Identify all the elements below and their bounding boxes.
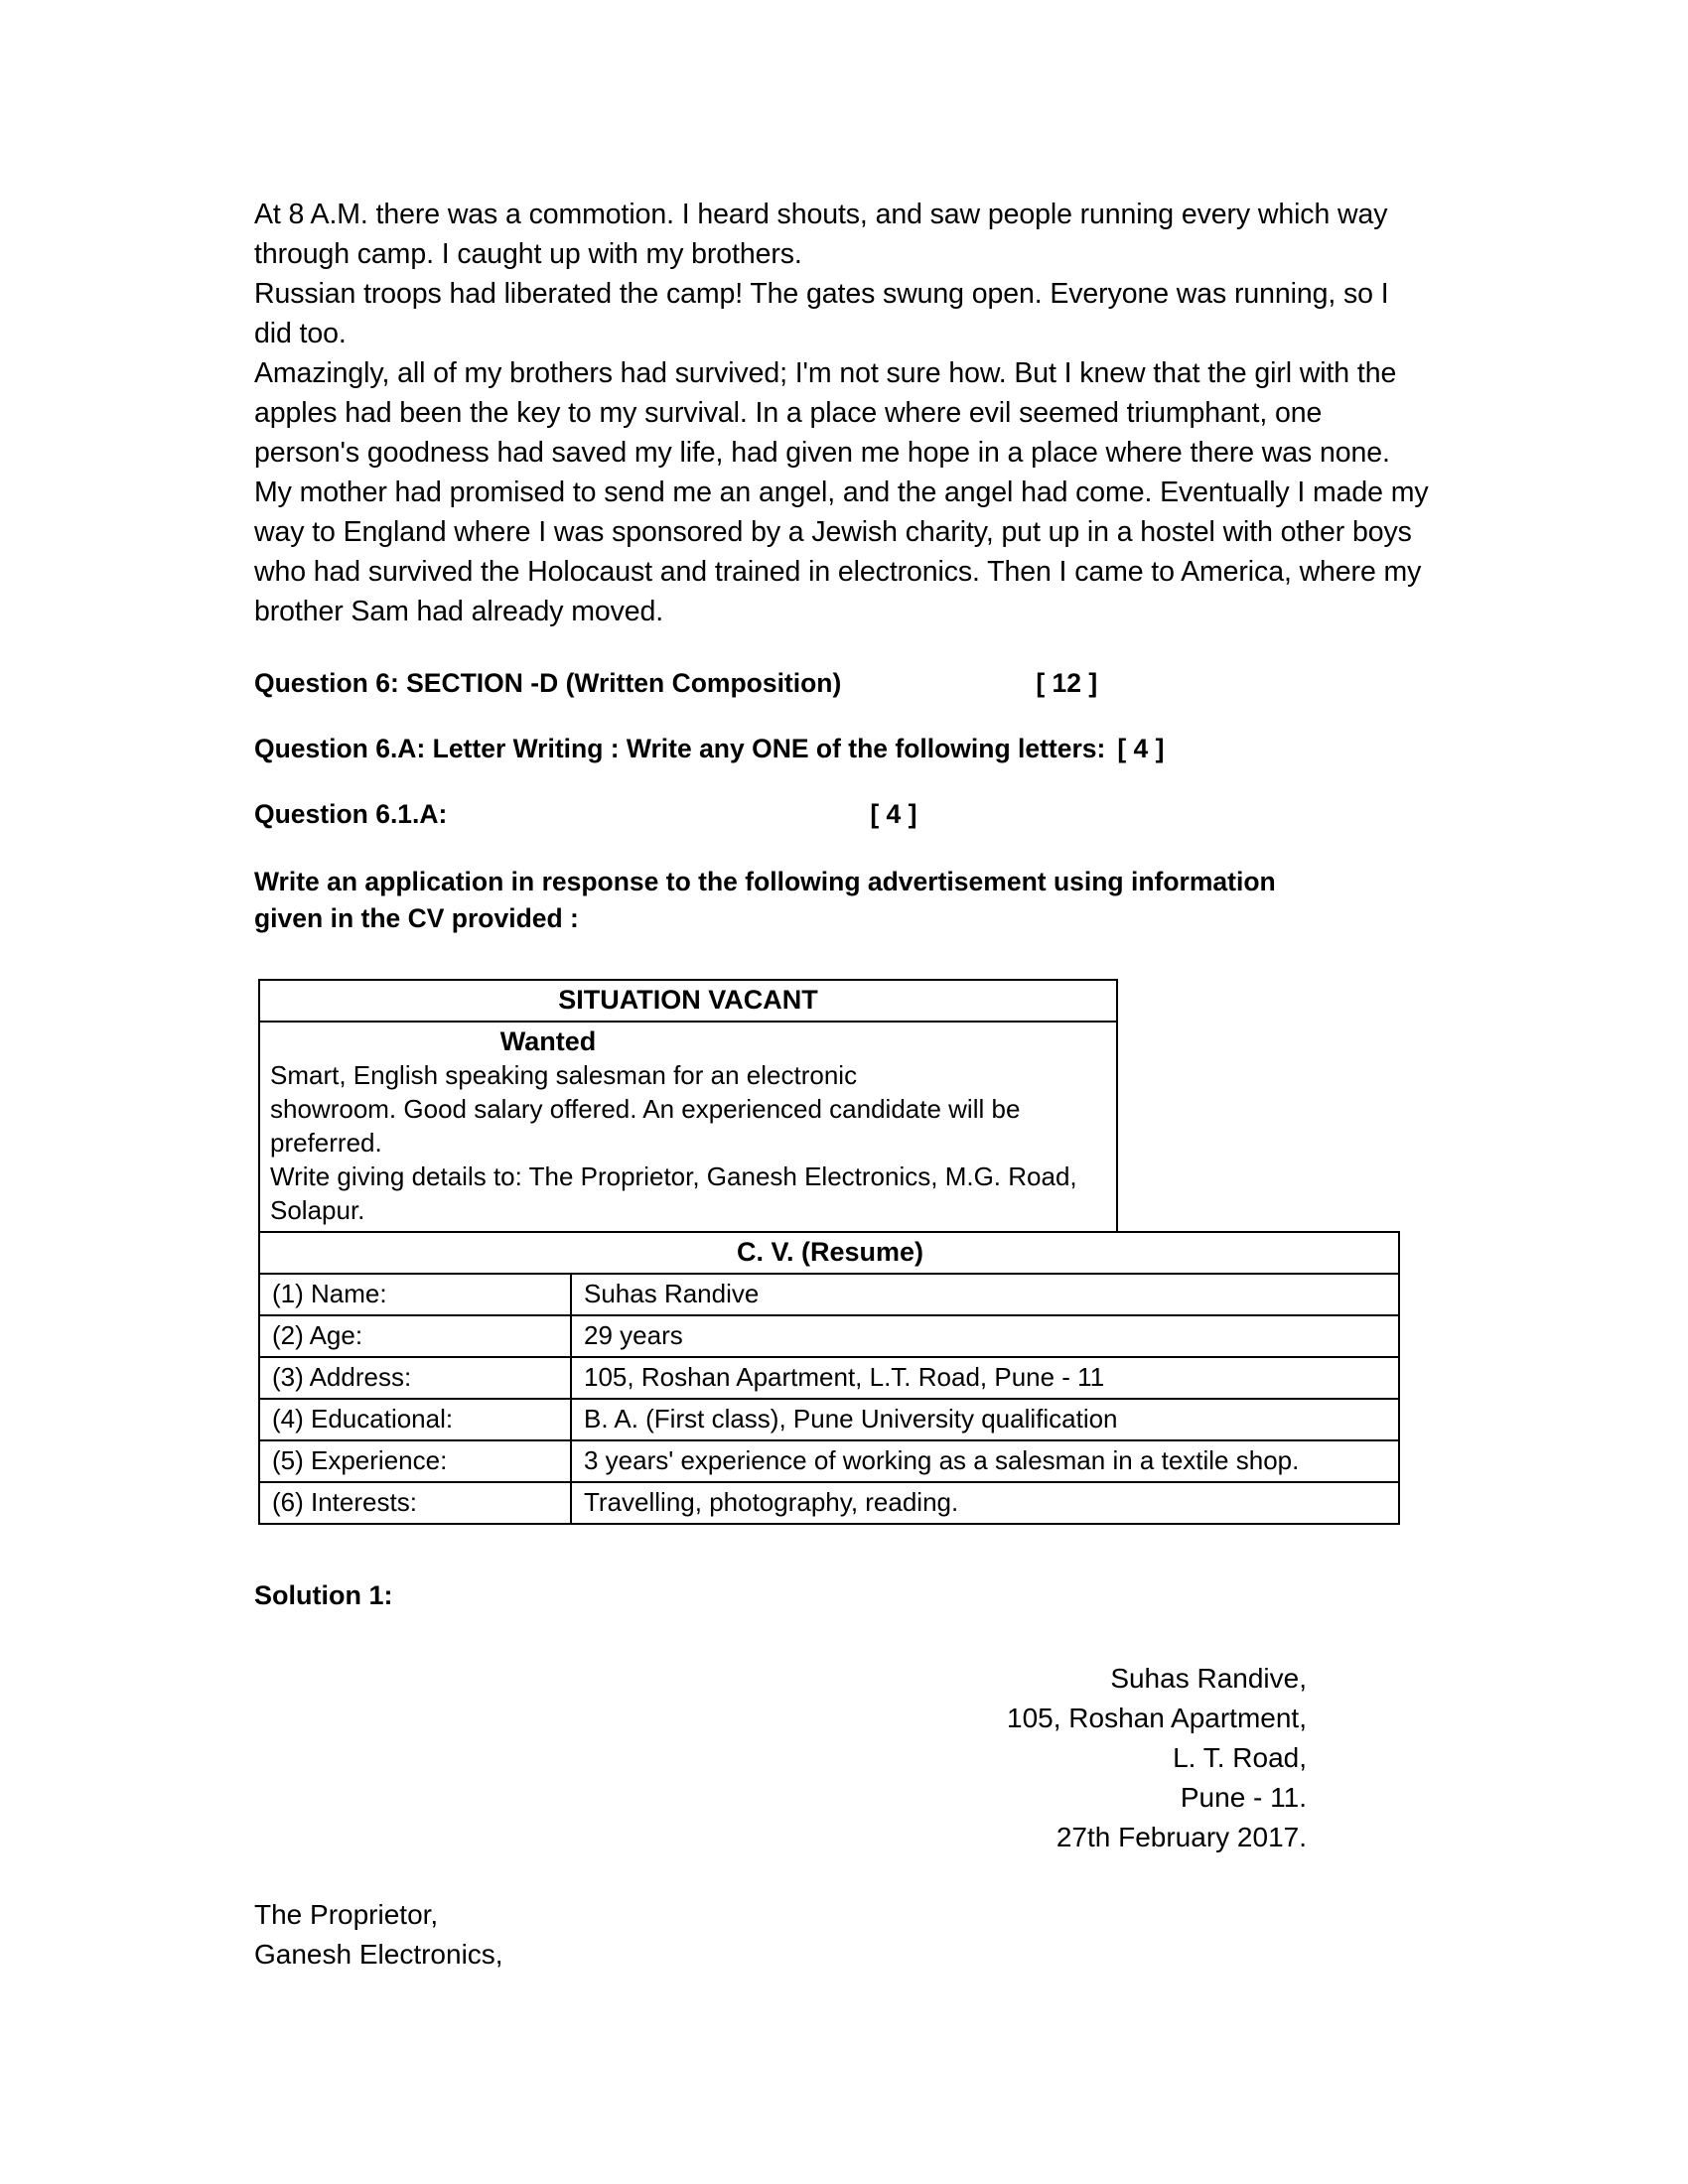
letter-date: 27th February 2017. (1055, 1821, 1307, 1852)
receiver-line-1: The Proprietor, (254, 1898, 439, 1930)
table-row (259, 1399, 1399, 1440)
cv-title-row (259, 1232, 1399, 1274)
table-row (259, 1482, 1399, 1524)
cv-label-age: (2) Age: (259, 1315, 571, 1357)
question-6-marks: [ 12 ] (1036, 668, 1098, 698)
cv-value-experience: 3 years' experience of working as a salesman in a textile shop. (571, 1440, 1399, 1482)
question-6-label: Question 6: SECTION -D (Written Composition) (254, 668, 842, 698)
question-6a-heading (254, 731, 1434, 766)
advertisement-body-line-2: showroom. Good salary offered. An experienced candidate will be (270, 1094, 1021, 1124)
cv-label-name: (1) Name: (259, 1274, 571, 1315)
table-row (259, 1274, 1399, 1315)
letter-receiver-address (254, 1895, 1434, 1975)
advertisement-title: SITUATION VACANT (259, 980, 1117, 1022)
advertisement-body-row (259, 1022, 1117, 1232)
advertisement-table (258, 979, 1118, 1233)
advertisement-title-row (259, 980, 1117, 1022)
advertisement-body-line-4: Write giving details to: The Proprietor, Ganesh Electronics, M.G. Road, (270, 1161, 1077, 1191)
cv-label-address: (3) Address: (259, 1357, 571, 1399)
table-row (259, 1315, 1399, 1357)
letter-sender-address (254, 1659, 1434, 1857)
cv-label-experience: (5) Experience: (259, 1440, 571, 1482)
reading-passage (254, 195, 1434, 631)
advertisement-and-cv (254, 979, 1434, 1525)
question-6-heading (254, 665, 1434, 701)
cv-label-interests: (6) Interests: (259, 1482, 571, 1524)
table-row (259, 1357, 1399, 1399)
page-content (199, 195, 1489, 1975)
receiver-line-2: Ganesh Electronics, (254, 1938, 503, 1970)
sender-line-4: Pune - 11. (1180, 1781, 1307, 1813)
advertisement-body-line-3: preferred. (270, 1128, 382, 1158)
advertisement-body-line-1: Smart, English speaking salesman for an electronic (270, 1060, 858, 1090)
cv-value-interests: Travelling, photography, reading. (571, 1482, 1399, 1524)
question-6a-marks: [ 4 ] (1117, 734, 1165, 763)
passage-paragraph-2: Russian troops had liberated the camp! The gates swung open. Everyone was running, so I did too. (254, 278, 1389, 349)
sender-line-3: L. T. Road, (1173, 1741, 1307, 1773)
cv-table (258, 1231, 1400, 1525)
question-instruction: Write an application in response to the following advertisement using information given in the CV provided : (254, 867, 1276, 933)
cv-label-educational: (4) Educational: (259, 1399, 571, 1440)
cv-value-educational: B. A. (First class), Pune University qualification (571, 1399, 1399, 1440)
question-61a-label: Question 6.1.A: (254, 799, 448, 829)
question-61a-marks: [ 4 ] (870, 799, 917, 829)
passage-paragraph-1: At 8 A.M. there was a commotion. I heard shouts, and saw people running every which way through camp. I caught up with my brothers. (254, 199, 1388, 270)
solution-heading: Solution 1: (254, 1579, 393, 1610)
cv-title: C. V. (Resume) (259, 1232, 1399, 1274)
cv-value-name: Suhas Randive (571, 1274, 1399, 1315)
sender-line-1: Suhas Randive, (1110, 1662, 1307, 1694)
sender-line-2: 105, Roshan Apartment, (1007, 1702, 1307, 1733)
advertisement-body (259, 1022, 1117, 1232)
advertisement-wanted-heading: Wanted (499, 1026, 597, 1056)
cv-value-address: 105, Roshan Apartment, L.T. Road, Pune - 11 (571, 1357, 1399, 1399)
cv-value-age: 29 years (571, 1315, 1399, 1357)
advertisement-body-line-5: Solapur. (270, 1195, 365, 1225)
question-61a-heading (254, 796, 1434, 832)
question-6a-label: Question 6.A: Letter Writing : Write any ONE of the following letters: (254, 734, 1106, 763)
passage-paragraph-3: Amazingly, all of my brothers had survived; I'm not sure how. But I knew that the girl with the apples had been the key to my survival. In a place where evil seemed triumphant, one person's goodness had saved my life, had given me hope in a place where there was none. My mother had promised to send me an angel, and the angel had come. Eventually I made my way to England where I was sponsored by a Jewish charity, put up in a hostel with other boys who had survived the Holocaust and trained in electronics. Then I came to America, where my brother Sam had already moved. (254, 357, 1429, 627)
table-row (259, 1440, 1399, 1482)
